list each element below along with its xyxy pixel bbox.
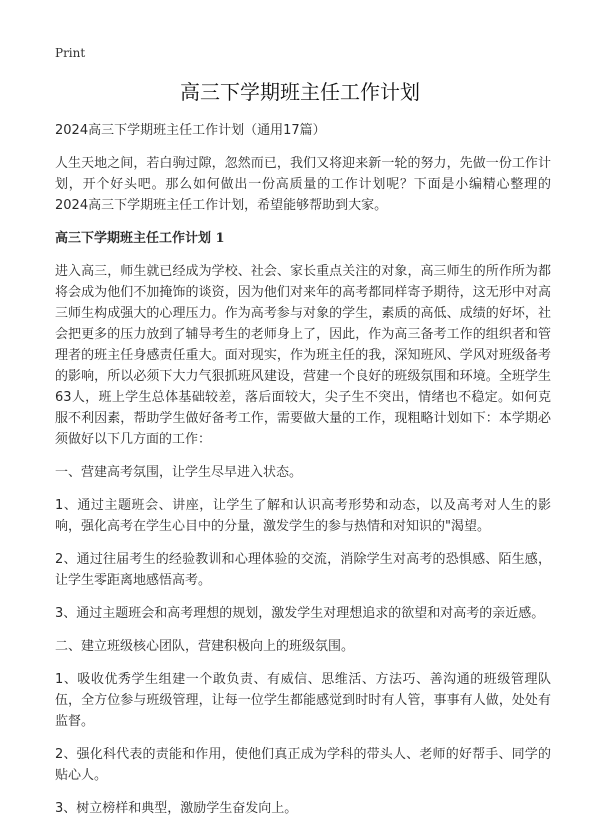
- article-body: [55, 120, 551, 819]
- article-subtitle: 2024高三下学期班主任工作计划（通用17篇）: [55, 123, 326, 138]
- page-title: 高三下学期班主任工作计划: [180, 80, 420, 104]
- list-item: 3、通过主题班会和高考理想的规划，激发学生对理想追求的欲望和对高考的亲近感。: [55, 606, 545, 621]
- intro-paragraph: 人生天地之间，若白驹过隙，忽然而已，我们又将迎来新一轮的努力，先做一份工作计划，开个好头吧。那么如何做出一份高质量的工作计划呢？下面是小编精心整理的2024高三下学期班主任工作计划，希望能够帮助到大家。: [55, 156, 551, 213]
- outline-heading: 二、建立班级核心团队，营建积极向上的班级氛围。: [55, 639, 355, 654]
- outline-heading: 一、营建高考氛围，让学生尽早进入状态。: [55, 465, 303, 480]
- list-item: 3、树立榜样和典型，激励学生奋发向上。: [55, 801, 298, 816]
- list-item: 1、通过主题班会、讲座，让学生了解和认识高考形势和动态，以及高考对人生的影响，强化高考在学生心目中的分量，激发学生的参与热情和对知识的"渴望。: [55, 498, 551, 534]
- list-item: 2、通过往届考生的经验教训和心理体验的交流，消除学生对高考的恐惧感、陌生感，让学生零距离地感悟高考。: [55, 552, 551, 588]
- print-link[interactable]: Print: [55, 46, 86, 60]
- list-item: 1、吸收优秀学生组建一个敢负责、有威信、思维活、方法巧、善沟通的班级管理队伍，全方位参与班级管理，让每一位学生都能感觉到时时有人管，事事有人做，处处有监督。: [55, 672, 551, 729]
- body-paragraph: 进入高三，师生就已经成为学校、社会、家长重点关注的对象，高三师生的所作所为都将会成为他们不加掩饰的谈资，因为他们对来年的高考都同样寄予期待，这无形中对高三师生构成强大的心理压力。作为高考参与对象的学生，素质的高低、成绩的好坏，社会把更多的压力放到了辅导考生的老师身上了，因此，作为高三备考工作的组织者和管理者的班主任身感责任重大。面对现实，作为班主任的我，深知班风、学风对班级备考的影响，所以必须下大力气狠抓班风建设，营建一个良好的班级氛围和环境。全班学生63人，班上学生总体基础较差，落后面较大，尖子生不突出，情绪也不稳定。如何克服不利因素，帮助学生做好备考工作，需要做大量的工作，现粗略计划如下：本学期必须做好以下几方面的工作：: [55, 264, 551, 447]
- section-heading: 高三下学期班主任工作计划 1: [55, 231, 225, 246]
- list-item: 2、强化科代表的责能和作用，使他们真正成为学科的带头人、老师的好帮手、同学的贴心人。: [55, 747, 551, 783]
